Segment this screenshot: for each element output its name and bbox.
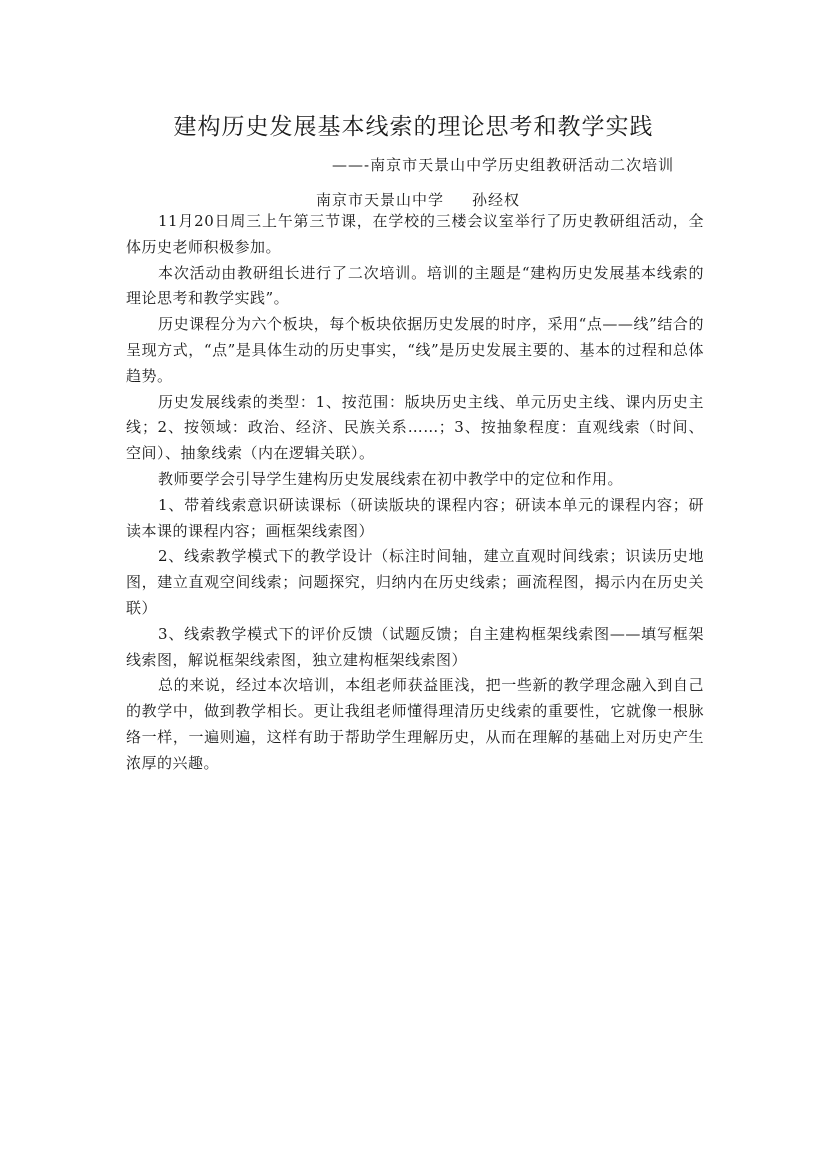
paragraph-1: 11月20日周三上午第三节课，在学校的三楼会议室举行了历史教研组活动，全体历史老师积极参加。 <box>126 212 704 256</box>
author-school: 南京市天景山中学 <box>316 191 445 209</box>
document-subtitle: ——-南京市天景山中学历史组教研活动二次培训 <box>332 156 675 174</box>
author-line <box>316 189 520 210</box>
document-body <box>126 209 704 777</box>
document-title: 建构历史发展基本线索的理论思考和教学实践 <box>173 114 654 140</box>
paragraph-5: 教师要学会引导学生建构历史发展线索在初中教学中的定位和作用。 <box>158 469 624 488</box>
paragraph-3: 历史课程分为六个板块，每个板块依据历史发展的时序，采用“点——线”结合的呈现方式，“点”是具体生动的历史事实，“线”是历史发展主要的、基本的过程和总体趋势。 <box>126 315 704 385</box>
paragraph-7: 2、线索教学模式下的教学设计（标注时间轴，建立直观时间线索；识读历史地图，建立直观空间线索；问题探究，归纳内在历史线索；画流程图，揭示内在历史关联） <box>126 547 704 617</box>
paragraph-6: 1、带着线索意识研读课标（研读版块的课程内容；研读本单元的课程内容；研读本课的课程内容；画框架线索图） <box>126 495 704 540</box>
author-name: 孙经权 <box>472 191 521 209</box>
paragraph-4: 历史发展线索的类型：1、按范围：版块历史主线、单元历史主线、课内历史主线；2、按领域：政治、经济、民族关系……；3、按抽象程度：直观线索（时间、空间）、抽象线索（内在逻辑关联）。 <box>126 392 704 463</box>
paragraph-8: 3、线索教学模式下的评价反馈（试题反馈；自主建构框架线索图——填写框架线索图，解说框架线索图，独立建构框架线索图） <box>126 624 704 669</box>
paragraph-9: 总的来说，经过本次培训，本组老师获益匪浅，把一些新的教学理念融入到自己的教学中，做到教学相长。更让我组老师懂得理清历史线索的重要性，它就像一根脉络一样，一遍则遍，这样有助于帮助学生理解历史，从而在理解的基础上对历史产生浓厚的兴趣。 <box>126 676 704 772</box>
paragraph-2: 本次活动由教研组长进行了二次培训。培训的主题是“建构历史发展基本线索的理论思考和教学实践”。 <box>126 263 704 308</box>
